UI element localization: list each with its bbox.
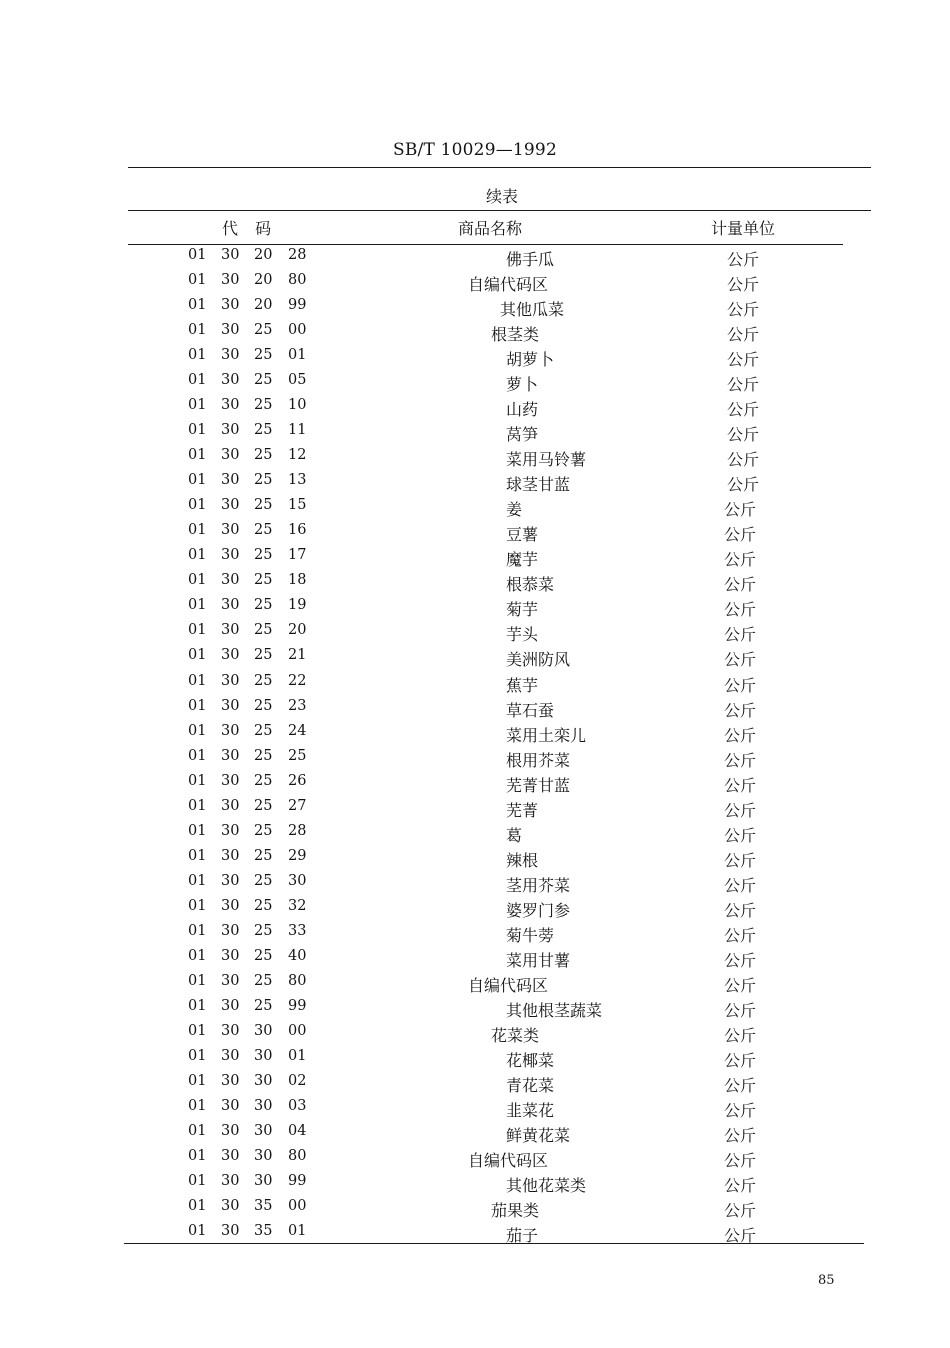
code-segment-3: 25: [254, 372, 273, 389]
product-name: 韭菜花: [506, 1101, 555, 1121]
code-segment-3: 30: [254, 1072, 273, 1089]
code-segment-4: 01: [288, 347, 307, 364]
bottom-rule: [124, 1243, 864, 1244]
unit-of-measure: 公斤: [727, 450, 760, 470]
code-segment-4: 30: [288, 872, 307, 889]
code-segment-2: 30: [221, 1173, 240, 1190]
table-row: [0, 547, 950, 572]
code-segment-2: 30: [221, 247, 240, 263]
code-segment-1: 01: [188, 897, 207, 914]
unit-of-measure: 公斤: [724, 900, 757, 920]
unit-of-measure: 公斤: [724, 850, 757, 870]
table-row: [0, 773, 950, 798]
code-segment-3: 30: [254, 1047, 273, 1064]
product-name: 青花菜: [506, 1075, 555, 1095]
code-segment-3: 25: [254, 747, 273, 764]
unit-of-measure: 公斤: [724, 500, 757, 520]
code-segment-3: 25: [254, 972, 273, 989]
product-name: 根用芥菜: [506, 750, 571, 770]
code-segment-1: 01: [188, 522, 207, 539]
table-row: [0, 798, 950, 823]
code-segment-2: 30: [221, 322, 240, 339]
unit-of-measure: 公斤: [727, 250, 760, 269]
code-segment-3: 25: [254, 822, 273, 839]
code-segment-3: 30: [254, 1148, 273, 1165]
table-row: [0, 1173, 950, 1198]
product-name: 自编代码区: [468, 1151, 549, 1171]
column-header-code: 代 码: [222, 219, 278, 238]
code-segment-1: 01: [188, 297, 207, 314]
code-segment-2: 30: [221, 772, 240, 789]
unit-of-measure: 公斤: [727, 400, 760, 420]
product-name: 花椰菜: [506, 1050, 555, 1070]
unit-of-measure: 公斤: [724, 550, 757, 570]
code-segment-4: 17: [288, 547, 307, 564]
column-header-unit: 计量单位: [711, 219, 776, 238]
product-name: 芋头: [506, 625, 539, 645]
unit-of-measure: 公斤: [727, 425, 760, 445]
code-segment-1: 01: [188, 422, 207, 439]
code-segment-3: 25: [254, 622, 273, 639]
code-segment-1: 01: [188, 1123, 207, 1140]
code-segment-1: 01: [188, 397, 207, 414]
code-segment-2: 30: [221, 297, 240, 314]
table-row: [0, 347, 950, 372]
code-segment-3: 25: [254, 947, 273, 964]
code-segment-3: 25: [254, 922, 273, 939]
header-bottom-rule: [128, 244, 843, 245]
unit-of-measure: 公斤: [724, 1000, 757, 1020]
code-segment-3: 30: [254, 1173, 273, 1190]
table-row: [0, 898, 950, 923]
unit-of-measure: 公斤: [724, 775, 757, 795]
product-name: 辣根: [506, 850, 539, 870]
product-name: 茎用芥菜: [506, 875, 571, 895]
table-row: [0, 1123, 950, 1148]
code-segment-2: 30: [221, 422, 240, 439]
product-name: 鲜黄花菜: [506, 1126, 571, 1146]
table-row: [0, 472, 950, 497]
code-segment-4: 16: [288, 522, 307, 539]
code-segment-4: 12: [288, 447, 307, 464]
code-segment-4: 33: [288, 922, 307, 939]
code-segment-3: 25: [254, 797, 273, 814]
code-segment-4: 25: [288, 747, 307, 764]
code-segment-4: 80: [288, 1148, 307, 1165]
code-segment-2: 30: [221, 397, 240, 414]
top-rule: [128, 167, 871, 168]
product-name: 芜菁: [506, 800, 539, 820]
code-segment-4: 00: [288, 322, 307, 339]
unit-of-measure: 公斤: [724, 525, 757, 545]
code-segment-3: 25: [254, 897, 273, 914]
code-segment-4: 02: [288, 1072, 307, 1089]
code-segment-4: 21: [288, 647, 307, 664]
code-segment-1: 01: [188, 797, 207, 814]
code-segment-2: 30: [221, 672, 240, 689]
table-row: [0, 497, 950, 522]
table-row: [0, 272, 950, 297]
code-segment-3: 25: [254, 997, 273, 1014]
code-segment-2: 30: [221, 547, 240, 564]
code-segment-4: 13: [288, 472, 307, 489]
code-segment-1: 01: [188, 997, 207, 1014]
code-segment-4: 32: [288, 897, 307, 914]
code-segment-3: 25: [254, 647, 273, 664]
unit-of-measure: 公斤: [724, 1075, 757, 1095]
code-segment-2: 30: [221, 822, 240, 839]
code-segment-3: 25: [254, 772, 273, 789]
code-segment-2: 30: [221, 1223, 240, 1240]
code-segment-1: 01: [188, 372, 207, 389]
code-segment-1: 01: [188, 322, 207, 339]
unit-of-measure: 公斤: [724, 1201, 757, 1221]
code-segment-1: 01: [188, 822, 207, 839]
code-segment-2: 30: [221, 447, 240, 464]
table-row: [0, 597, 950, 622]
code-segment-4: 99: [288, 297, 307, 314]
code-segment-2: 30: [221, 747, 240, 764]
code-segment-4: 05: [288, 372, 307, 389]
table-row: [0, 873, 950, 898]
code-segment-3: 25: [254, 722, 273, 739]
unit-of-measure: 公斤: [724, 650, 757, 670]
code-segment-4: 27: [288, 797, 307, 814]
code-segment-4: 80: [288, 272, 307, 289]
product-name: 美洲防风: [506, 650, 571, 670]
unit-of-measure: 公斤: [724, 975, 757, 995]
code-segment-2: 30: [221, 1098, 240, 1115]
unit-of-measure: 公斤: [724, 600, 757, 620]
code-segment-3: 25: [254, 447, 273, 464]
unit-of-measure: 公斤: [727, 475, 760, 495]
code-segment-2: 30: [221, 722, 240, 739]
code-segment-3: 25: [254, 672, 273, 689]
code-segment-2: 30: [221, 647, 240, 664]
code-segment-1: 01: [188, 972, 207, 989]
unit-of-measure: 公斤: [727, 350, 760, 370]
product-name: 佛手瓜: [506, 250, 555, 269]
product-name: 其他花菜类: [506, 1176, 587, 1196]
table-row: [0, 447, 950, 472]
code-segment-3: 25: [254, 697, 273, 714]
code-segment-2: 30: [221, 922, 240, 939]
unit-of-measure: 公斤: [727, 275, 760, 295]
code-segment-3: 25: [254, 397, 273, 414]
product-name: 葛: [506, 825, 523, 845]
code-segment-2: 30: [221, 497, 240, 514]
product-name: 姜: [506, 500, 523, 520]
code-segment-1: 01: [188, 347, 207, 364]
code-segment-1: 01: [188, 672, 207, 689]
code-segment-4: 29: [288, 847, 307, 864]
code-segment-2: 30: [221, 1022, 240, 1039]
code-segment-2: 30: [221, 797, 240, 814]
code-segment-2: 30: [221, 1123, 240, 1140]
product-name: 菜用马铃薯: [506, 450, 587, 470]
code-segment-1: 01: [188, 597, 207, 614]
code-segment-2: 30: [221, 472, 240, 489]
code-segment-4: 80: [288, 972, 307, 989]
code-segment-2: 30: [221, 972, 240, 989]
product-name: 其他瓜菜: [500, 300, 565, 320]
unit-of-measure: 公斤: [724, 1226, 757, 1246]
table-row: [0, 247, 950, 272]
table-row: [0, 698, 950, 723]
code-segment-4: 99: [288, 997, 307, 1014]
table-row: [0, 923, 950, 948]
code-segment-2: 30: [221, 572, 240, 589]
product-name: 茄果类: [491, 1201, 540, 1221]
code-segment-4: 22: [288, 672, 307, 689]
unit-of-measure: 公斤: [724, 575, 757, 595]
product-name: 山药: [506, 400, 539, 420]
product-name: 莴笋: [506, 425, 539, 445]
table-row: [0, 1048, 950, 1073]
product-name: 芜菁甘蓝: [506, 775, 571, 795]
code-segment-4: 01: [288, 1223, 307, 1240]
code-segment-1: 01: [188, 247, 207, 263]
table-row: [0, 748, 950, 773]
table-row: [0, 1198, 950, 1223]
column-header-name: 商品名称: [458, 219, 523, 238]
product-name: 茄子: [506, 1226, 539, 1246]
product-name: 自编代码区: [468, 275, 549, 295]
unit-of-measure: 公斤: [724, 625, 757, 645]
unit-of-measure: 公斤: [727, 375, 760, 395]
table-row: [0, 297, 950, 322]
code-segment-4: 28: [288, 247, 307, 263]
code-segment-1: 01: [188, 722, 207, 739]
code-segment-3: 25: [254, 472, 273, 489]
product-name: 菊牛蒡: [506, 925, 555, 945]
table-row: [0, 848, 950, 873]
unit-of-measure: 公斤: [724, 1101, 757, 1121]
code-segment-3: 35: [254, 1198, 273, 1215]
product-name: 草石蚕: [506, 700, 555, 720]
code-segment-1: 01: [188, 1223, 207, 1240]
product-name: 胡萝卜: [506, 350, 555, 370]
code-segment-1: 01: [188, 697, 207, 714]
code-segment-1: 01: [188, 272, 207, 289]
unit-of-measure: 公斤: [724, 675, 757, 695]
code-segment-4: 24: [288, 722, 307, 739]
code-segment-1: 01: [188, 1072, 207, 1089]
table-row: [0, 647, 950, 672]
code-segment-1: 01: [188, 1198, 207, 1215]
code-segment-4: 10: [288, 397, 307, 414]
table-row: [0, 723, 950, 748]
code-segment-3: 25: [254, 572, 273, 589]
product-name: 菊芋: [506, 600, 539, 620]
code-segment-1: 01: [188, 622, 207, 639]
code-segment-1: 01: [188, 1022, 207, 1039]
product-name: 婆罗门参: [506, 900, 571, 920]
code-segment-1: 01: [188, 1173, 207, 1190]
code-segment-3: 20: [254, 272, 273, 289]
code-segment-3: 30: [254, 1098, 273, 1115]
table-row: [0, 1023, 950, 1048]
table-row: [0, 422, 950, 447]
code-segment-1: 01: [188, 647, 207, 664]
unit-of-measure: 公斤: [724, 1151, 757, 1171]
code-segment-4: 01: [288, 1047, 307, 1064]
page-number: 85: [818, 1273, 835, 1288]
unit-of-measure: 公斤: [724, 700, 757, 720]
code-segment-3: 25: [254, 347, 273, 364]
code-segment-1: 01: [188, 872, 207, 889]
unit-of-measure: 公斤: [724, 1050, 757, 1070]
code-segment-4: 20: [288, 622, 307, 639]
code-segment-1: 01: [188, 847, 207, 864]
table-row: [0, 1098, 950, 1123]
unit-of-measure: 公斤: [727, 300, 760, 320]
code-segment-2: 30: [221, 522, 240, 539]
product-name: 菜用土栾儿: [506, 725, 587, 745]
code-segment-1: 01: [188, 497, 207, 514]
code-segment-2: 30: [221, 622, 240, 639]
code-segment-3: 30: [254, 1022, 273, 1039]
table-row: [0, 998, 950, 1023]
code-segment-1: 01: [188, 472, 207, 489]
code-segment-3: 25: [254, 847, 273, 864]
unit-of-measure: 公斤: [724, 925, 757, 945]
code-segment-3: 25: [254, 547, 273, 564]
code-segment-3: 25: [254, 497, 273, 514]
code-segment-3: 25: [254, 597, 273, 614]
code-segment-2: 30: [221, 697, 240, 714]
code-segment-3: 25: [254, 322, 273, 339]
code-segment-4: 26: [288, 772, 307, 789]
table-row: [0, 1148, 950, 1173]
table-row: [0, 322, 950, 347]
table-row: [0, 372, 950, 397]
code-segment-1: 01: [188, 747, 207, 764]
unit-of-measure: 公斤: [724, 825, 757, 845]
code-segment-2: 30: [221, 372, 240, 389]
table-row: [0, 673, 950, 698]
code-segment-3: 20: [254, 297, 273, 314]
unit-of-measure: 公斤: [724, 1126, 757, 1146]
code-segment-1: 01: [188, 772, 207, 789]
code-segment-4: 99: [288, 1173, 307, 1190]
code-segment-4: 15: [288, 497, 307, 514]
code-segment-1: 01: [188, 1047, 207, 1064]
code-segment-1: 01: [188, 1148, 207, 1165]
code-segment-4: 04: [288, 1123, 307, 1140]
standard-number: SB/T 10029—1992: [393, 140, 557, 160]
code-segment-4: 00: [288, 1198, 307, 1215]
code-segment-3: 25: [254, 522, 273, 539]
table-row: [0, 1223, 950, 1248]
table-row: [0, 1073, 950, 1098]
product-name: 蕉芋: [506, 675, 539, 695]
code-segment-2: 30: [221, 1047, 240, 1064]
code-segment-2: 30: [221, 1072, 240, 1089]
code-segment-4: 19: [288, 597, 307, 614]
code-segment-1: 01: [188, 1098, 207, 1115]
unit-of-measure: 公斤: [724, 750, 757, 770]
code-segment-2: 30: [221, 1148, 240, 1165]
product-name: 其他根茎蔬菜: [506, 1000, 603, 1020]
unit-of-measure: 公斤: [724, 875, 757, 895]
code-segment-3: 35: [254, 1223, 273, 1240]
table-row: [0, 948, 950, 973]
table-row: [0, 823, 950, 848]
unit-of-measure: 公斤: [724, 950, 757, 970]
code-segment-2: 30: [221, 847, 240, 864]
table-row: [0, 397, 950, 422]
product-name: 豆薯: [506, 525, 539, 545]
unit-of-measure: 公斤: [724, 1176, 757, 1196]
code-segment-2: 30: [221, 347, 240, 364]
code-segment-2: 30: [221, 997, 240, 1014]
table-row: [0, 973, 950, 998]
code-segment-2: 30: [221, 1198, 240, 1215]
header-top-rule: [128, 210, 871, 211]
code-segment-1: 01: [188, 947, 207, 964]
code-segment-3: 25: [254, 422, 273, 439]
code-segment-4: 11: [288, 422, 307, 439]
code-segment-1: 01: [188, 572, 207, 589]
code-segment-2: 30: [221, 597, 240, 614]
product-name: 根菾菜: [506, 575, 555, 595]
code-segment-2: 30: [221, 947, 240, 964]
code-segment-4: 18: [288, 572, 307, 589]
table-row: [0, 572, 950, 597]
unit-of-measure: 公斤: [724, 800, 757, 820]
product-name: 萝卜: [506, 375, 539, 395]
code-segment-3: 25: [254, 872, 273, 889]
product-name: 根茎类: [491, 325, 540, 345]
product-name: 球茎甘蓝: [506, 475, 571, 495]
product-name: 花菜类: [491, 1025, 540, 1045]
product-name: 菜用甘薯: [506, 950, 571, 970]
code-segment-2: 30: [221, 272, 240, 289]
code-segment-3: 20: [254, 247, 273, 263]
unit-of-measure: 公斤: [724, 725, 757, 745]
table-row: [0, 522, 950, 547]
code-segment-4: 23: [288, 697, 307, 714]
product-name: 自编代码区: [468, 975, 549, 995]
code-segment-1: 01: [188, 922, 207, 939]
code-segment-1: 01: [188, 547, 207, 564]
unit-of-measure: 公斤: [724, 1025, 757, 1045]
code-segment-2: 30: [221, 872, 240, 889]
code-segment-4: 40: [288, 947, 307, 964]
product-name: 魔芋: [506, 550, 539, 570]
code-segment-2: 30: [221, 897, 240, 914]
code-segment-3: 30: [254, 1123, 273, 1140]
code-segment-1: 01: [188, 447, 207, 464]
code-segment-4: 03: [288, 1098, 307, 1115]
unit-of-measure: 公斤: [727, 325, 760, 345]
table-row: [0, 622, 950, 647]
continued-label: 续表: [485, 187, 518, 206]
code-segment-4: 28: [288, 822, 307, 839]
code-segment-4: 00: [288, 1022, 307, 1039]
